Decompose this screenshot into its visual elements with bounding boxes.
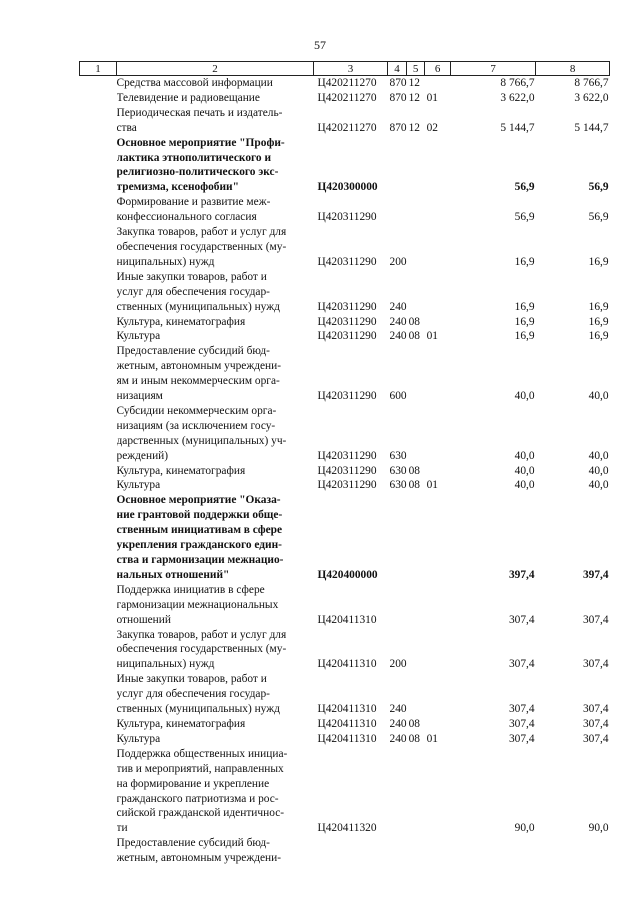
section-cell — [407, 195, 425, 225]
amount-col7-cell: 16,9 — [514, 315, 535, 328]
target-code-cell: Ц420211270 — [317, 77, 377, 89]
amount-col8-cell: 40,0 — [588, 449, 609, 462]
table-row — [80, 464, 610, 479]
subsection-cell — [425, 628, 451, 673]
item-name-line: обеспечения государственных (му- — [116, 240, 287, 253]
item-name-line: ниципальных) нужд — [116, 255, 215, 268]
subsection-cell: 02 — [426, 121, 438, 134]
subsection-cell — [425, 404, 451, 464]
amount-col8-cell: 16,9 — [588, 330, 609, 343]
item-name-cell — [117, 747, 314, 836]
item-name-line: ниципальных) нужд — [116, 658, 215, 671]
col1-cell — [80, 91, 117, 106]
item-name-line: Основное мероприятие "Оказа- — [116, 494, 281, 507]
item-name-line: Закупка товаров, работ и услуг для — [116, 628, 287, 641]
item-name-cell — [117, 106, 314, 136]
item-name-line: низациям (за исключением госу- — [116, 419, 276, 432]
target-code-cell: Ц420411320 — [317, 822, 377, 835]
section-cell: 08 — [408, 717, 420, 730]
item-name-line: реждений) — [116, 449, 169, 462]
col1-cell — [80, 329, 117, 344]
table-row — [80, 195, 610, 225]
col1-cell — [80, 628, 117, 673]
target-code-cell: Ц420300000 — [317, 181, 378, 194]
header-cell: 2 — [117, 62, 314, 76]
target-code-cell: Ц420411310 — [317, 732, 377, 745]
amount-col8-cell: 307,4 — [582, 703, 609, 716]
table-row — [80, 270, 610, 315]
subsection-cell — [425, 672, 451, 717]
item-name-line: услуг для обеспечения государ- — [116, 285, 270, 298]
item-name-line: ственных (муниципальных) нужд — [116, 300, 280, 313]
target-code-cell: Ц420311290 — [317, 255, 377, 268]
subsection-cell — [425, 270, 451, 315]
subsection-cell: 01 — [426, 732, 438, 745]
expense-type-cell: 630 — [389, 464, 407, 477]
table-row — [80, 106, 610, 136]
item-name-line: Культура, кинематография — [116, 464, 246, 477]
item-name-cell — [117, 732, 314, 747]
amount-col7-cell: 40,0 — [514, 479, 535, 492]
amount-col8-cell: 40,0 — [588, 464, 609, 477]
amount-col7-cell: 40,0 — [514, 449, 535, 462]
expense-type-cell: 240 — [389, 703, 407, 716]
col1-cell — [80, 717, 117, 732]
section-cell — [407, 628, 425, 673]
item-name-line: Иные закупки товаров, работ и — [116, 270, 267, 283]
col1-cell — [80, 315, 117, 330]
section-cell — [407, 270, 425, 315]
amount-col7-cell: 56,9 — [514, 181, 535, 194]
amount-col8-cell: 16,9 — [588, 315, 609, 328]
amount-col7-cell: 3 622,0 — [500, 91, 535, 104]
item-name-line: на формирование и укрепление — [116, 777, 270, 790]
item-name-cell — [117, 628, 314, 673]
item-name-line: Культура, кинематография — [116, 717, 246, 730]
item-name-line: жетным, автономным учреждени- — [116, 360, 282, 373]
amount-col7-cell: 307,4 — [508, 732, 535, 745]
expense-type-cell — [388, 836, 407, 866]
amount-col8-cell: 40,0 — [588, 390, 609, 403]
amount-col8-cell: 40,0 — [588, 479, 609, 492]
section-cell: 12 — [408, 121, 420, 134]
section-cell — [407, 136, 425, 196]
target-code-cell: Ц420311290 — [317, 330, 377, 343]
expense-type-cell: 240 — [389, 315, 407, 328]
amount-col7-cell: 307,4 — [508, 703, 535, 716]
target-code-cell: Ц420411310 — [317, 658, 377, 671]
item-name-line: Поддержка инициатив в сфере — [116, 583, 265, 596]
subsection-cell — [425, 464, 451, 479]
amount-col8-cell: 3 622,0 — [574, 91, 609, 104]
target-code-cell: Ц420311290 — [317, 449, 377, 462]
item-name-line: тив и мероприятий, направленных — [116, 762, 284, 775]
table-row — [80, 404, 610, 464]
table-row — [80, 583, 610, 628]
col1-cell — [80, 464, 117, 479]
item-name-line: Субсидии некоммерческим орга- — [116, 404, 277, 417]
item-name-cell — [117, 717, 314, 732]
item-name-cell — [117, 478, 314, 493]
amount-col7-cell: 40,0 — [514, 390, 535, 403]
item-name-cell — [117, 583, 314, 628]
header-cell: 5 — [407, 62, 425, 76]
subsection-cell — [425, 76, 451, 91]
target-code-cell: Ц420311290 — [317, 300, 377, 313]
item-name-line: ственным инициативам в сфере — [116, 524, 283, 537]
item-name-cell — [117, 672, 314, 717]
subsection-cell — [425, 344, 451, 404]
expense-type-cell: 600 — [389, 390, 407, 403]
subsection-cell — [425, 136, 451, 196]
expense-type-cell — [388, 136, 407, 196]
subsection-cell — [425, 195, 451, 225]
col1-cell — [80, 836, 117, 866]
expense-type-cell — [388, 583, 407, 628]
col1-cell — [80, 478, 117, 493]
subsection-cell — [425, 225, 451, 270]
item-name-line: Поддержка общественных инициа- — [116, 747, 288, 760]
subsection-cell — [425, 836, 451, 866]
table-row — [80, 747, 610, 836]
section-cell — [407, 225, 425, 270]
target-code-cell: Ц420411310 — [317, 613, 377, 626]
item-name-cell — [117, 464, 314, 479]
col1-cell — [80, 344, 117, 404]
table-row — [80, 225, 610, 270]
col1-cell — [80, 583, 117, 628]
col1-cell — [80, 404, 117, 464]
amount-col7-cell: 8 766,7 — [500, 77, 535, 89]
header-row — [80, 62, 610, 76]
item-name-cell — [117, 493, 314, 582]
header-cell: 8 — [536, 62, 610, 76]
section-cell: 08 — [408, 315, 420, 328]
col1-cell — [80, 493, 117, 582]
item-name-line: сийской гражданской идентичнос- — [116, 807, 285, 820]
amount-col8-cell: 307,4 — [582, 658, 609, 671]
amount-col7-cell: 16,9 — [514, 330, 535, 343]
item-name-line: ственных (муниципальных) нужд — [116, 703, 280, 716]
header-cell: 4 — [388, 62, 407, 76]
table-row — [80, 836, 610, 866]
expense-type-cell: 240 — [389, 300, 407, 313]
item-name-cell — [117, 225, 314, 270]
amount-col8-cell: 5 144,7 — [574, 121, 609, 134]
expense-type-cell: 630 — [389, 449, 407, 462]
item-name-cell — [117, 195, 314, 225]
col1-cell — [80, 270, 117, 315]
target-code-cell: Ц420311290 — [317, 464, 377, 477]
subsection-cell — [425, 583, 451, 628]
subsection-cell — [425, 315, 451, 330]
amount-col8-cell: 307,4 — [582, 717, 609, 730]
table-row — [80, 91, 610, 106]
item-name-line: ства — [116, 121, 137, 134]
amount-col7-cell: 5 144,7 — [500, 121, 535, 134]
col1-cell — [80, 195, 117, 225]
target-code-cell: Ц420311290 — [317, 315, 377, 328]
item-name-line: ние грантовой поддержки обще- — [116, 509, 283, 522]
section-cell — [407, 583, 425, 628]
item-name-line: услуг для обеспечения государ- — [116, 688, 270, 701]
col1-cell — [80, 225, 117, 270]
target-code-cell: Ц420211270 — [317, 91, 377, 104]
item-name-cell — [117, 404, 314, 464]
header-cell: 1 — [80, 62, 117, 76]
amount-col7-cell: 40,0 — [514, 464, 535, 477]
section-cell: 08 — [408, 479, 420, 492]
target-code-cell: Ц420411310 — [317, 717, 377, 730]
item-name-line: ям и иным некоммерческим орга- — [116, 375, 280, 388]
expense-type-cell — [388, 747, 407, 836]
amount-col7-cell: 56,9 — [514, 211, 535, 224]
item-name-line: нальных отношений" — [116, 568, 230, 581]
item-name-line: Формирование и развитие меж- — [116, 196, 271, 209]
item-name-line: гражданского патриотизма и рос- — [116, 792, 279, 805]
table-row — [80, 732, 610, 747]
item-name-line: тремизма, ксенофобии" — [116, 181, 239, 194]
expense-type-cell: 240 — [389, 717, 407, 730]
amount-col8-cell: 307,4 — [582, 613, 609, 626]
section-cell: 08 — [408, 732, 420, 745]
item-name-line: укрепления гражданского един- — [116, 539, 282, 552]
table-row — [80, 628, 610, 673]
amount-col7-cell: 90,0 — [514, 822, 535, 835]
target-code-cell: Ц420311290 — [317, 211, 377, 224]
item-name-cell — [117, 329, 314, 344]
amount-col8-cell: 16,9 — [588, 255, 609, 268]
col1-cell — [80, 76, 117, 91]
section-cell: 08 — [408, 464, 420, 477]
target-code-cell: Ц420411310 — [317, 703, 377, 716]
subsection-cell — [425, 493, 451, 582]
item-name-line: Предоставление субсидий бюд- — [116, 837, 270, 850]
header-cell: 7 — [451, 62, 536, 76]
item-name-cell — [117, 76, 314, 91]
amount-col7-cell: 307,4 — [508, 717, 535, 730]
amount-col8-cell: 90,0 — [588, 822, 609, 835]
item-name-cell — [117, 136, 314, 196]
section-cell — [407, 836, 425, 866]
table-row — [80, 315, 610, 330]
col1-cell — [80, 136, 117, 196]
item-name-cell — [117, 836, 314, 866]
item-name-line: гармонизации межнациональных — [116, 598, 279, 611]
subsection-cell: 01 — [426, 91, 438, 104]
item-name-line: Средства массовой информации — [116, 77, 273, 89]
item-name-line: Основное мероприятие "Профи- — [116, 136, 285, 149]
target-code-cell: Ц420311290 — [317, 390, 377, 403]
target-code-cell: Ц420400000 — [317, 568, 378, 581]
section-cell — [407, 747, 425, 836]
item-name-line: жетным, автономным учреждени- — [116, 852, 282, 865]
subsection-cell — [425, 747, 451, 836]
item-name-line: ти — [116, 822, 128, 835]
section-cell — [407, 672, 425, 717]
expense-type-cell: 870 — [389, 121, 407, 134]
target-code-cell — [314, 836, 388, 866]
expense-type-cell: 630 — [389, 479, 407, 492]
item-name-line: Культура — [116, 732, 161, 745]
amount-col7-cell: 307,4 — [508, 613, 535, 626]
item-name-line: обеспечения государственных (му- — [116, 643, 287, 656]
table-row — [80, 344, 610, 404]
amount-col8-cell — [536, 836, 610, 866]
col1-cell — [80, 747, 117, 836]
expense-type-cell: 870 — [389, 91, 407, 104]
expense-type-cell: 870 — [389, 77, 407, 89]
item-name-cell — [117, 270, 314, 315]
header-cell: 3 — [314, 62, 388, 76]
table-row — [80, 76, 610, 91]
item-name-cell — [117, 344, 314, 404]
subsection-cell: 01 — [426, 479, 438, 492]
item-name-line: Культура, кинематография — [116, 315, 246, 328]
table-row — [80, 478, 610, 493]
item-name-line: низациям — [116, 390, 163, 403]
col1-cell — [80, 732, 117, 747]
budget-table — [79, 61, 610, 866]
amount-col7-cell — [451, 836, 536, 866]
amount-col8-cell: 56,9 — [588, 181, 609, 194]
subsection-cell: 01 — [426, 330, 438, 343]
table-row — [80, 329, 610, 344]
expense-type-cell: 200 — [389, 255, 407, 268]
amount-col7-cell: 16,9 — [514, 255, 535, 268]
subsection-cell — [425, 717, 451, 732]
item-name-line: отношений — [116, 613, 171, 626]
section-cell — [407, 344, 425, 404]
amount-col7-cell: 16,9 — [514, 300, 535, 313]
section-cell — [407, 404, 425, 464]
item-name-line: религиозно-политического экс- — [116, 166, 279, 179]
item-name-line: Закупка товаров, работ и услуг для — [116, 226, 287, 239]
table-row — [80, 717, 610, 732]
target-code-cell: Ц420211270 — [317, 121, 377, 134]
amount-col8-cell: 56,9 — [588, 211, 609, 224]
header-cell: 6 — [425, 62, 451, 76]
item-name-cell — [117, 315, 314, 330]
expense-type-cell — [388, 195, 407, 225]
col1-cell — [80, 106, 117, 136]
table-row — [80, 493, 610, 582]
item-name-line: Иные закупки товаров, работ и — [116, 673, 267, 686]
item-name-line: Культура — [116, 479, 161, 492]
amount-col8-cell: 8 766,7 — [574, 77, 609, 89]
table-row — [80, 136, 610, 196]
item-name-line: дарственных (муниципальных) уч- — [116, 434, 287, 447]
amount-col7-cell: 397,4 — [508, 568, 535, 581]
section-cell: 08 — [408, 330, 420, 343]
table-row — [80, 672, 610, 717]
item-name-line: Периодическая печать и издатель- — [116, 106, 283, 119]
expense-type-cell — [388, 493, 407, 582]
section-cell: 12 — [408, 91, 420, 104]
amount-col8-cell: 16,9 — [588, 300, 609, 313]
section-cell: 12 — [408, 77, 420, 89]
item-name-line: лактика этнополитического и — [116, 151, 272, 164]
item-name-cell — [117, 91, 314, 106]
amount-col7-cell: 307,4 — [508, 658, 535, 671]
item-name-line: конфессионального согласия — [116, 211, 257, 224]
page-number: 57 — [314, 38, 326, 52]
item-name-line: Телевидение и радиовещание — [116, 91, 260, 104]
item-name-line: Культура — [116, 330, 161, 343]
amount-col8-cell: 307,4 — [582, 732, 609, 745]
target-code-cell: Ц420311290 — [317, 479, 377, 492]
item-name-line: Предоставление субсидий бюд- — [116, 345, 270, 358]
item-name-line: ства и гармонизации межнацио- — [116, 554, 284, 566]
expense-type-cell: 240 — [389, 330, 407, 343]
section-cell — [407, 493, 425, 582]
amount-col8-cell: 397,4 — [582, 568, 609, 581]
col1-cell — [80, 672, 117, 717]
expense-type-cell: 240 — [389, 732, 407, 745]
expense-type-cell: 200 — [389, 658, 407, 671]
